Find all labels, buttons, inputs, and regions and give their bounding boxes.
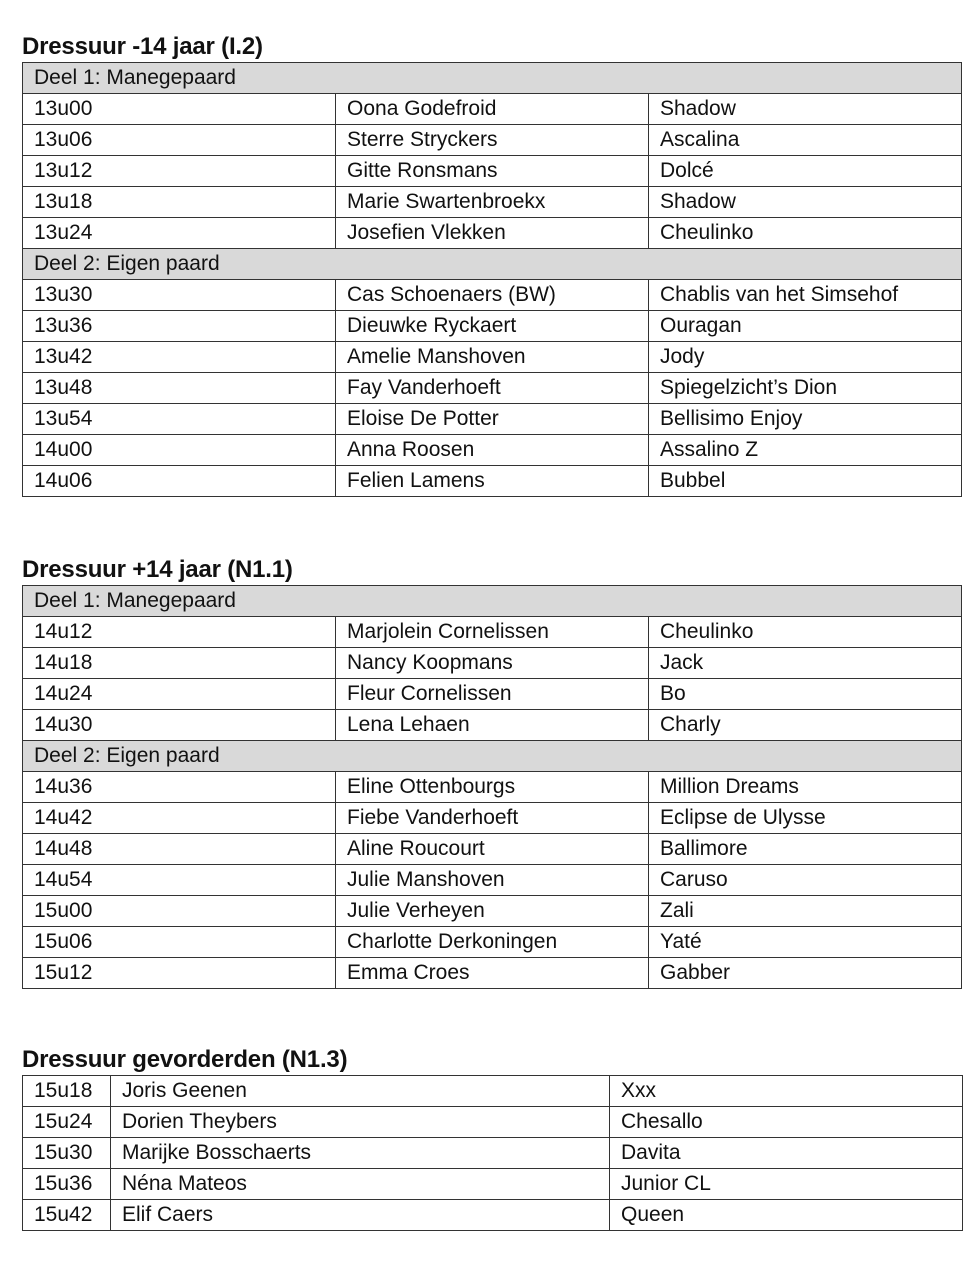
rider-cell: Felien Lamens: [336, 466, 649, 497]
time-cell: 13u54: [23, 404, 336, 435]
rider-cell: Néna Mateos: [111, 1169, 610, 1200]
horse-cell: Shadow: [649, 187, 962, 218]
horse-cell: Assalino Z: [649, 435, 962, 466]
time-cell: 15u12: [23, 958, 336, 989]
horse-cell: Cheulinko: [649, 617, 962, 648]
table-row: [23, 435, 962, 466]
rider-cell: Oona Godefroid: [336, 94, 649, 125]
part-label: Deel 1: Manegepaard: [23, 63, 962, 94]
table-row: [23, 834, 962, 865]
horse-cell: Bellisimo Enjoy: [649, 404, 962, 435]
rider-cell: Eloise De Potter: [336, 404, 649, 435]
time-cell: 13u00: [23, 94, 336, 125]
time-cell: 14u42: [23, 803, 336, 834]
time-cell: 14u24: [23, 679, 336, 710]
rider-cell: Emma Croes: [336, 958, 649, 989]
table-row: [23, 803, 962, 834]
rider-cell: Julie Manshoven: [336, 865, 649, 896]
time-cell: 13u48: [23, 373, 336, 404]
horse-cell: Gabber: [649, 958, 962, 989]
table-row: [23, 648, 962, 679]
time-cell: 13u36: [23, 311, 336, 342]
horse-cell: Ouragan: [649, 311, 962, 342]
horse-cell: Chesallo: [610, 1107, 963, 1138]
table-row: [23, 927, 962, 958]
section-dressuur-plus14: [22, 555, 962, 989]
time-cell: 15u30: [23, 1138, 111, 1169]
table-row: [23, 404, 962, 435]
horse-cell: Queen: [610, 1200, 963, 1231]
rider-cell: Josefien Vlekken: [336, 218, 649, 249]
time-cell: 13u12: [23, 156, 336, 187]
schedule-table: [22, 1075, 963, 1231]
time-cell: 14u06: [23, 466, 336, 497]
rider-cell: Julie Verheyen: [336, 896, 649, 927]
table-row: [23, 218, 962, 249]
section-title: Dressuur -14 jaar (I.2): [22, 33, 263, 60]
horse-cell: Cheulinko: [649, 218, 962, 249]
time-cell: 13u18: [23, 187, 336, 218]
part-header-row: [23, 63, 962, 94]
rider-cell: Marie Swartenbroekx: [336, 187, 649, 218]
table-row: [23, 280, 962, 311]
time-cell: 13u24: [23, 218, 336, 249]
rider-cell: Fiebe Vanderhoeft: [336, 803, 649, 834]
rider-cell: Amelie Manshoven: [336, 342, 649, 373]
time-cell: 15u24: [23, 1107, 111, 1138]
table-row: [23, 958, 962, 989]
time-cell: 13u06: [23, 125, 336, 156]
time-cell: 14u48: [23, 834, 336, 865]
horse-cell: Jody: [649, 342, 962, 373]
time-cell: 14u12: [23, 617, 336, 648]
time-cell: 15u42: [23, 1200, 111, 1231]
table-row: [23, 772, 962, 803]
rider-cell: Fay Vanderhoeft: [336, 373, 649, 404]
horse-cell: Chablis van het Simsehof: [649, 280, 962, 311]
horse-cell: Charly: [649, 710, 962, 741]
time-cell: 15u00: [23, 896, 336, 927]
horse-cell: Spiegelzicht’s Dion: [649, 373, 962, 404]
horse-cell: Jack: [649, 648, 962, 679]
time-cell: 15u06: [23, 927, 336, 958]
table-row: [23, 125, 962, 156]
rider-cell: Aline Roucourt: [336, 834, 649, 865]
table-row: [23, 1138, 963, 1169]
horse-cell: Shadow: [649, 94, 962, 125]
rider-cell: Joris Geenen: [111, 1076, 610, 1107]
time-cell: 13u42: [23, 342, 336, 373]
schedule-table: [22, 62, 962, 497]
table-row: [23, 342, 962, 373]
rider-cell: Lena Lehaen: [336, 710, 649, 741]
time-cell: 14u30: [23, 710, 336, 741]
rider-cell: Charlotte Derkoningen: [336, 927, 649, 958]
section-title: Dressuur gevorderden (N1.3): [22, 1046, 348, 1073]
horse-cell: Junior CL: [610, 1169, 963, 1200]
part-label: Deel 2: Eigen paard: [23, 741, 962, 772]
time-cell: 13u30: [23, 280, 336, 311]
rider-cell: Sterre Stryckers: [336, 125, 649, 156]
rider-cell: Anna Roosen: [336, 435, 649, 466]
table-row: [23, 373, 962, 404]
part-header-row: [23, 586, 962, 617]
rider-cell: Dorien Theybers: [111, 1107, 610, 1138]
table-row: [23, 1169, 963, 1200]
time-cell: 14u18: [23, 648, 336, 679]
part-header-row: [23, 249, 962, 280]
rider-cell: Marjolein Cornelissen: [336, 617, 649, 648]
part-label: Deel 1: Manegepaard: [23, 586, 962, 617]
table-row: [23, 187, 962, 218]
rider-cell: Marijke Bosschaerts: [111, 1138, 610, 1169]
time-cell: 14u36: [23, 772, 336, 803]
part-header-row: [23, 741, 962, 772]
horse-cell: Eclipse de Ulysse: [649, 803, 962, 834]
rider-cell: Fleur Cornelissen: [336, 679, 649, 710]
rider-cell: Nancy Koopmans: [336, 648, 649, 679]
horse-cell: Zali: [649, 896, 962, 927]
time-cell: 14u00: [23, 435, 336, 466]
horse-cell: Dolcé: [649, 156, 962, 187]
table-row: [23, 466, 962, 497]
horse-cell: Davita: [610, 1138, 963, 1169]
table-row: [23, 311, 962, 342]
table-row: [23, 710, 962, 741]
horse-cell: Million Dreams: [649, 772, 962, 803]
time-cell: 15u18: [23, 1076, 111, 1107]
horse-cell: Xxx: [610, 1076, 963, 1107]
time-cell: 14u54: [23, 865, 336, 896]
table-row: [23, 896, 962, 927]
table-row: [23, 1200, 963, 1231]
time-cell: 15u36: [23, 1169, 111, 1200]
rider-cell: Dieuwke Ryckaert: [336, 311, 649, 342]
section-title: Dressuur +14 jaar (N1.1): [22, 556, 293, 583]
rider-cell: Eline Ottenbourgs: [336, 772, 649, 803]
horse-cell: Ascalina: [649, 125, 962, 156]
table-row: [23, 865, 962, 896]
horse-cell: Caruso: [649, 865, 962, 896]
table-row: [23, 1107, 963, 1138]
table-row: [23, 1076, 963, 1107]
section-dressuur-gevorderden: [22, 1045, 962, 1231]
rider-cell: Elif Caers: [111, 1200, 610, 1231]
table-row: [23, 679, 962, 710]
table-row: [23, 156, 962, 187]
horse-cell: Yaté: [649, 927, 962, 958]
rider-cell: Cas Schoenaers (BW): [336, 280, 649, 311]
horse-cell: Bubbel: [649, 466, 962, 497]
part-label: Deel 2: Eigen paard: [23, 249, 962, 280]
table-row: [23, 617, 962, 648]
horse-cell: Bo: [649, 679, 962, 710]
horse-cell: Ballimore: [649, 834, 962, 865]
rider-cell: Gitte Ronsmans: [336, 156, 649, 187]
table-row: [23, 94, 962, 125]
schedule-table: [22, 585, 962, 989]
section-dressuur-min14: [22, 32, 962, 497]
